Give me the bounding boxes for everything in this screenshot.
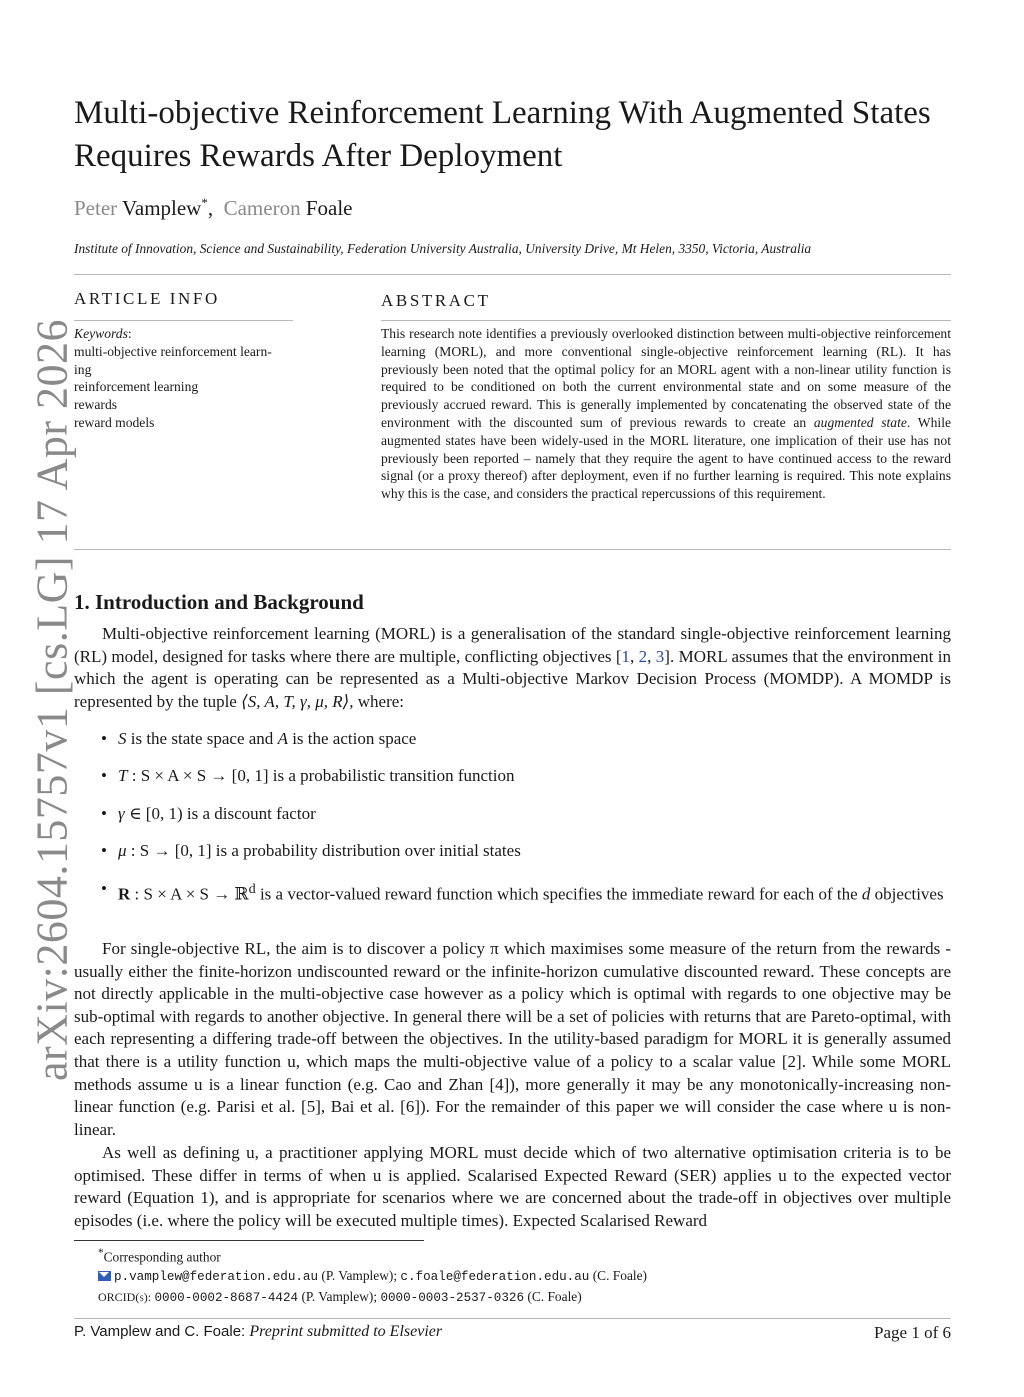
orcid-link[interactable]: 0000-0003-2537-0326 — [380, 1291, 525, 1306]
affiliation: Institute of Innovation, Science and Sustainability, Federation University Australia, University Drive, Mt Helen, 3350, Victoria, Australia — [74, 241, 812, 256]
orcid-label: ORCID(s): — [98, 1290, 152, 1305]
keyword: reward models — [74, 414, 155, 430]
keyword: reinforcement learning — [74, 379, 199, 395]
email-link[interactable]: c.foale@federation.edu.au — [400, 1270, 590, 1285]
corresponding-mark: * — [201, 195, 208, 210]
author-list: Peter Vamplew*, Cameron Foale — [74, 195, 353, 220]
paragraph: Multi-objective reinforcement learning (MORL) is a generalisation of the standard single-objective reinforcement learning (RL) model, designed for tasks where there are multiple, conflicting objectives [1, 2, 3]. MORL assumes that the environment in which the agent is operating can be represented as a Multi-objective Markov Decision Process (MOMDP). A MOMDP is represented by the tuple ⟨S, A, T, γ, μ, R⟩, where: — [74, 624, 951, 711]
paragraph: For single-objective RL, the aim is to discover a policy π which maximises some measure of the return from the rewards - usually either the finite-horizon undiscounted reward or the infinite-horizon cumulative discounted reward. These concepts are not directly applicable in the multi-objective case however as a policy which is optimal with regards to one objective may be sub-optimal with regards to another objective. In general there will be a set of policies with returns that are Pareto-optimal, with each representing a differing trade-off between the objectives. In the utility-based paradigm for MORL it is generally assumed that there is a utility function u, which maps the multi-objective value of a policy to a scalar value [2]. While some MORL methods assume u is a linear function (e.g. Cao and Zhan [4]), more generally it may be any monotonically-increasing non-linear function (e.g. Parisi et al. [5], Bai et al. [6]). For the remainder of this paper we will consider the case where u is non-linear. — [74, 939, 951, 1139]
page-number: Page 1 of 6 — [874, 1323, 951, 1342]
author-last-name: Vamplew — [122, 196, 202, 220]
keywords-label: Keywords — [74, 326, 128, 341]
footer-divider — [74, 1318, 951, 1319]
abstract-heading: ABSTRACT — [381, 291, 491, 310]
citation-link[interactable]: 2 — [638, 646, 648, 666]
arxiv-watermark: arXiv:2604.15757v1 [cs.LG] 17 Apr 2026 — [27, 318, 77, 1082]
mail-icon — [98, 1271, 111, 1281]
paragraph: As well as defining u, a practitioner applying MORL must decide which of two alternative optimisation criteria is to be optimised. These differ in terms of when u is applied. Scalarised Expected Reward (SER) applies u to the expected vector reward (Equation 1), and is appropriate for scenarios where we are concerned about the trade-off in objectives over multiple episodes (i.e. where the policy will be executed multiple times). Expected Scalarised Reward — [74, 1143, 951, 1230]
footnote-divider — [74, 1240, 424, 1241]
citation-link[interactable]: 1 — [621, 646, 631, 666]
footnotes: *Corresponding author p.vamplew@federation.edu.au (P. Vamplew); c.foale@federation.edu.au (C. Foale) ORCID(s): 0000-0002-8687-4424 (P. Vamplew); 0000-0003-2537-0326 (C. Foale) — [98, 1247, 648, 1306]
footer-venue: Preprint submitted to Elsevier — [249, 1323, 443, 1340]
keyword: multi-objective reinforcement learn- — [74, 343, 272, 359]
footer-authors: P. Vamplew and C. Foale: — [74, 1323, 246, 1340]
author-first-name: Peter — [74, 196, 118, 220]
paper-title: Multi-objective Reinforcement Learning With Augmented States Requires Rewards After Deployment — [74, 95, 931, 174]
email-link[interactable]: p.vamplew@federation.edu.au — [114, 1270, 319, 1285]
list-item: • μ : S → [0, 1] is a probability distribution over initial states — [101, 841, 521, 861]
divider — [74, 549, 951, 550]
list-item: • R : S × A × S → ℝ$^d$ is a vector-valued reward function which specifies the immediate reward for each of the d objectives — [101, 878, 944, 904]
divider — [74, 320, 293, 321]
author-first-name: Cameron — [223, 196, 301, 220]
keyword: ing — [74, 361, 92, 377]
divider — [74, 274, 951, 275]
keyword: rewards — [74, 397, 118, 413]
citation-link[interactable]: 3 — [655, 646, 665, 666]
keywords-block: Keywords: multi-objective reinforcement learn- ing reinforcement learning rewards reward models — [74, 325, 304, 432]
divider — [381, 320, 951, 321]
footnote-corresponding: Corresponding author — [103, 1249, 221, 1265]
list-item: • γ ∈ [0, 1) is a discount factor — [101, 803, 316, 823]
abstract-text: This research note identifies a previously overlooked distinction between multi-objective reinforcement learning (MORL), and more conventional single-objective reinforcement learning (RL). It has previously been noted that the optimal policy for an MORL agent with a non-linear utility function is required to be conditioned on both the current environmental state and on some measure of the previously accrued reward. This is generally implemented by concatenating the observed state of the environment with the discounted sum of previous rewards to create an augmented state. While augmented states have been widely-used in the MORL literature, one implication of their use has not previously been reported – namely that they require the agent to have continued access to the reward signal (or a proxy thereof) after deployment, even if no further learning is required. This note explains why this is the case, and considers the practical repercussions of this requirement. — [381, 326, 952, 502]
orcid-link[interactable]: 0000-0002-8687-4424 — [154, 1291, 299, 1306]
list-item: • T : S × A × S → [0, 1] is a probabilistic transition function — [101, 766, 515, 786]
author-last-name: Foale — [305, 196, 353, 220]
article-info-heading: ARTICLE INFO — [74, 289, 220, 308]
section-heading: 1. Introduction and Background — [74, 590, 364, 614]
definition-list — [74, 728, 951, 921]
list-item: • S is the state space and A is the action space — [101, 729, 417, 748]
